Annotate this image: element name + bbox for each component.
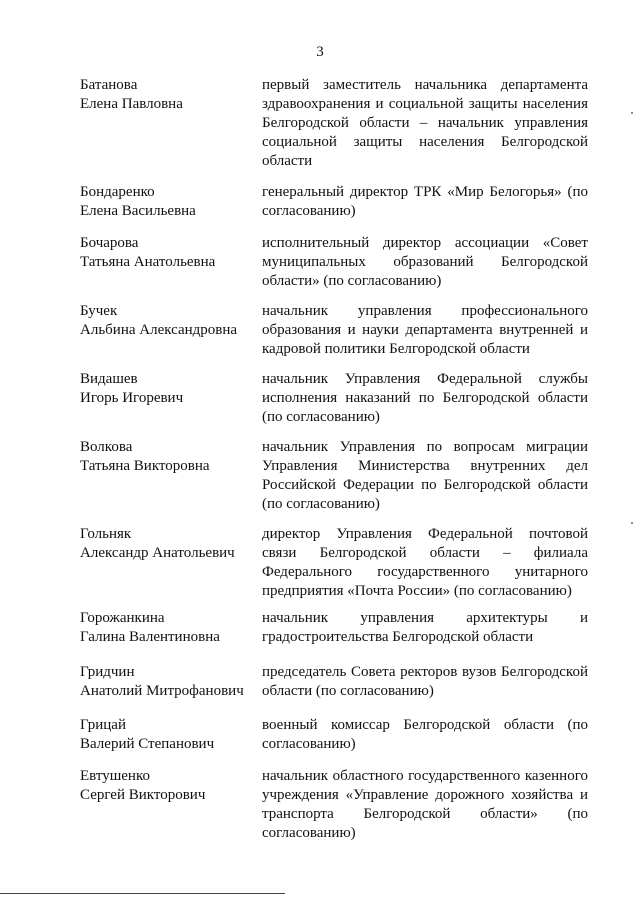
member-position: первый заместитель начальника департамента здравоохранения и социальной защиты населения Белгородской области – начальник управления социальной защиты населения Белгородской области	[262, 77, 588, 169]
given-names: Галина Валентиновна	[80, 629, 220, 645]
surname: Евтушенко	[80, 768, 150, 784]
member-name	[80, 370, 250, 408]
scan-speck	[631, 522, 633, 524]
member-name	[80, 183, 250, 221]
member-name	[80, 767, 250, 805]
given-names: Игорь Игоревич	[80, 390, 184, 406]
member-name	[80, 663, 250, 701]
member-position: начальник областного государственного казенного учреждения «Управление дорожного хозяйства и транспорта Белгородской области» (по согласованию)	[262, 768, 588, 841]
member-position: директор Управления Федеральной почтовой связи Белгородской области – филиала Федерального государственного унитарного предприятия «Почта России» (по согласованию)	[262, 526, 588, 599]
member-position: военный комиссар Белгородской области (по согласованию)	[262, 717, 588, 752]
surname: Волкова	[80, 439, 133, 455]
member-position: начальник Управления Федеральной службы исполнения наказаний по Белгородской области (по согласованию)	[262, 371, 588, 425]
given-names: Александр Анатольевич	[80, 545, 235, 561]
member-position: начальник управления архитектуры и градостроительства Белгородской области	[262, 610, 588, 645]
member-name	[80, 716, 250, 754]
member-position: исполнительный директор ассоциации «Совет муниципальных образований Белгородской области» (по согласованию)	[262, 235, 588, 289]
surname: Бучек	[80, 303, 118, 319]
surname: Гридчин	[80, 664, 135, 680]
surname: Горожанкина	[80, 610, 165, 626]
given-names: Татьяна Викторовна	[80, 458, 210, 474]
given-names: Сергей Викторович	[80, 787, 206, 803]
surname: Батанова	[80, 77, 138, 93]
member-name	[80, 525, 250, 563]
surname: Бондаренко	[80, 184, 155, 200]
scan-speck	[631, 112, 633, 114]
member-position: начальник управления профессионального образования и науки департамента внутренней и кадровой политики Белгородской области	[262, 303, 588, 357]
given-names: Альбина Александровна	[80, 322, 238, 338]
member-position: председатель Совета ректоров вузов Белгородской области (по согласованию)	[262, 664, 588, 699]
surname: Видашев	[80, 371, 138, 387]
given-names: Елена Васильевна	[80, 203, 196, 219]
given-names: Валерий Степанович	[80, 736, 215, 752]
member-position: начальник Управления по вопросам миграции Управления Министерства внутренних дел Российской Федерации по Белгородской области (по согласованию)	[262, 439, 588, 512]
given-names: Анатолий Митрофанович	[80, 683, 244, 699]
member-name	[80, 302, 250, 340]
scan-edge-line	[0, 893, 285, 894]
surname: Грицай	[80, 717, 126, 733]
surname: Бочарова	[80, 235, 139, 251]
member-name	[80, 76, 250, 114]
member-name	[80, 438, 250, 476]
given-names: Татьяна Анатольевна	[80, 254, 216, 270]
member-name	[80, 234, 250, 272]
member-name	[80, 609, 250, 647]
given-names: Елена Павловна	[80, 96, 183, 112]
page-number: 3	[316, 44, 324, 60]
surname: Гольняк	[80, 526, 132, 542]
member-position: генеральный директор ТРК «Мир Белогорья» (по согласованию)	[262, 184, 588, 219]
